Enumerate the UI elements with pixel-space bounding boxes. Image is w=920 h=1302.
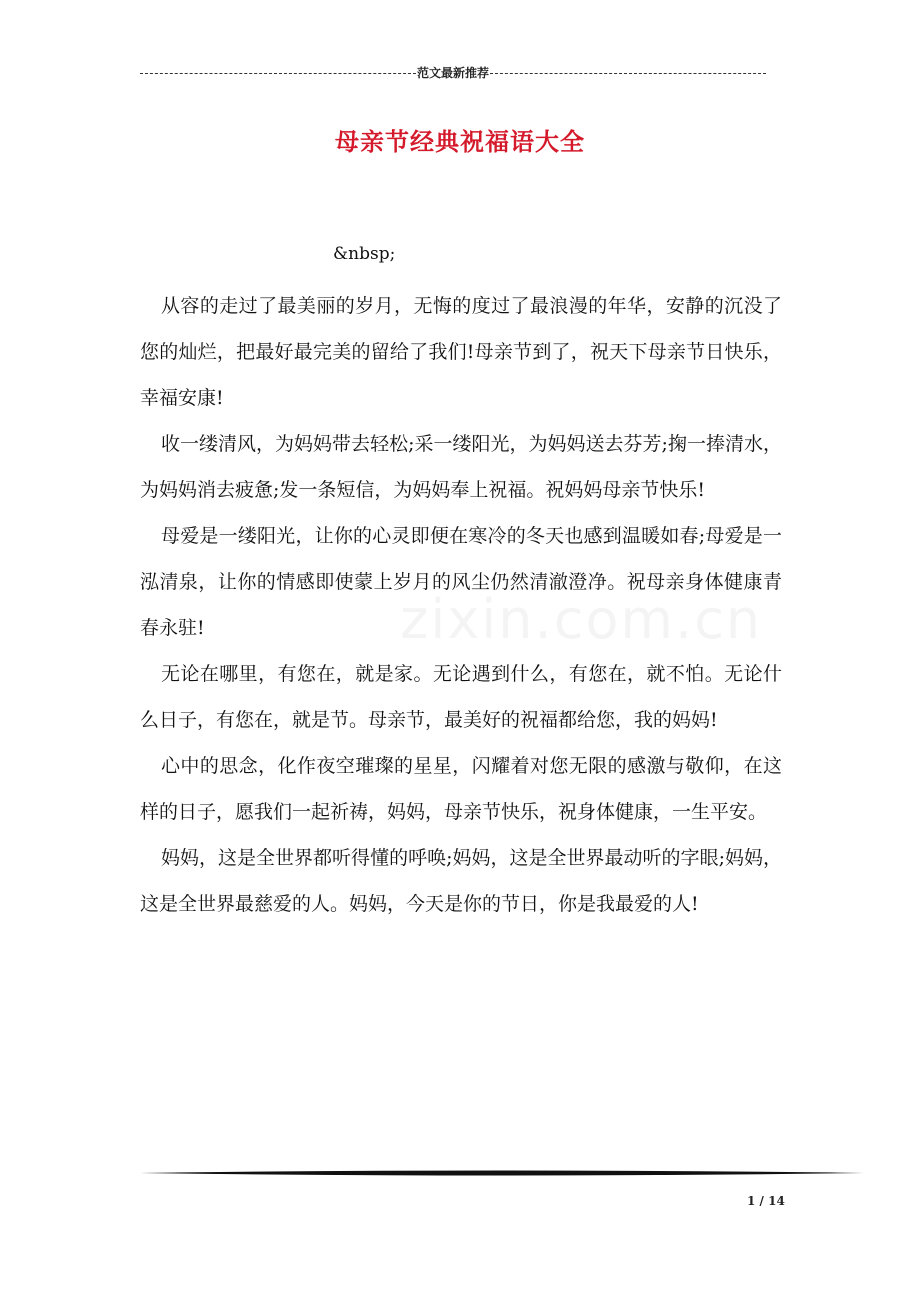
page-header bbox=[140, 64, 766, 81]
document-body bbox=[140, 283, 782, 927]
paragraph: 妈妈，这是全世界都听得懂的呼唤;妈妈，这是全世界最动听的字眼;妈妈，这是全世界最慈爱的人。妈妈，今天是你的节日，你是我最爱的人! bbox=[140, 847, 782, 915]
paragraph: 从容的走过了最美丽的岁月，无悔的度过了最浪漫的年华，安静的沉没了您的灿烂，把最好最完美的留给了我们!母亲节到了，祝天下母亲节日快乐，幸福安康! bbox=[140, 295, 782, 409]
paragraph: 收一缕清风，为妈妈带去轻松;采一缕阳光，为妈妈送去芬芳;掬一捧清水，为妈妈消去疲惫;发一条短信，为妈妈奉上祝福。祝妈妈母亲节快乐! bbox=[140, 433, 782, 501]
paragraph: 心中的思念，化作夜空璀璨的星星，闪耀着对您无限的感激与敬仰，在这样的日子，愿我们一起祈祷，妈妈，母亲节快乐，祝身体健康，一生平安。 bbox=[140, 755, 782, 823]
nbsp-text: &nbsp; bbox=[333, 244, 396, 264]
header-label: 范文最新推荐 bbox=[417, 66, 490, 80]
page-number: 1 / 14 bbox=[747, 1194, 785, 1208]
footer-divider bbox=[140, 1168, 864, 1178]
paragraph: 无论在哪里，有您在，就是家。无论遇到什么，有您在，就不怕。无论什么日子，有您在，就是节。母亲节，最美好的祝福都给您，我的妈妈! bbox=[140, 663, 782, 731]
document-title: 母亲节经典祝福语大全 bbox=[335, 127, 585, 156]
header-rule-right bbox=[490, 73, 766, 74]
header-rule-left bbox=[140, 73, 416, 74]
paragraph: 母爱是一缕阳光，让你的心灵即便在寒冷的冬天也感到温暖如春;母爱是一泓清泉，让你的情感即使蒙上岁月的风尘仍然清澈澄净。祝母亲身体健康青春永驻! bbox=[140, 525, 782, 639]
